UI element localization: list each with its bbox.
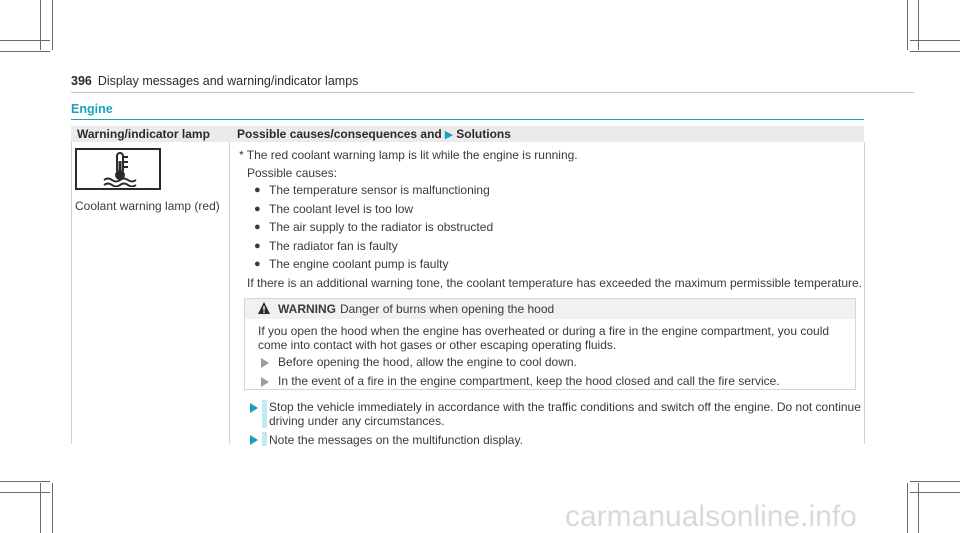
cause-item: The coolant level is too low xyxy=(269,202,414,216)
watermark-text: carmanualsonline.info xyxy=(565,500,857,533)
cause-item: The temperature sensor is malfunctioning xyxy=(269,183,490,197)
warning-title xyxy=(278,302,554,316)
step-arrow-icon xyxy=(261,358,269,368)
crop-mark xyxy=(52,0,53,50)
page-header-title: Display messages and warning/indicator lamps xyxy=(97,74,359,88)
crop-mark xyxy=(910,40,960,41)
column-divider xyxy=(71,142,72,444)
crop-mark xyxy=(910,51,960,52)
crop-mark xyxy=(907,0,908,50)
step-arrow-icon xyxy=(261,377,269,387)
crop-mark xyxy=(0,51,50,52)
warning-text-line: come into contact with hot gases or other escaping operating fluids. xyxy=(258,338,617,352)
warning-text-line: If you open the hood when the engine has overheated or during a fire in the engine compartment, you could xyxy=(258,324,830,338)
solution-highlight xyxy=(262,400,267,428)
column-divider xyxy=(864,142,865,444)
column-header-causes-prefix: Possible causes/consequences and xyxy=(237,127,442,141)
crop-mark xyxy=(52,483,53,533)
cause-item: The air supply to the radiator is obstructed xyxy=(269,220,494,234)
solution-line: driving under any circumstances. xyxy=(269,414,445,428)
header-divider xyxy=(71,92,914,93)
crop-mark xyxy=(0,40,50,41)
possible-causes-label: Possible causes: xyxy=(247,166,338,180)
warning-title-text: Danger of burns when opening the hood xyxy=(340,302,555,316)
crop-mark xyxy=(40,483,41,533)
column-header-lamp: Warning/indicator lamp xyxy=(77,127,210,141)
bullet-icon: ● xyxy=(254,221,261,233)
play-arrow-icon: ▶ xyxy=(444,129,454,141)
crop-mark xyxy=(0,481,50,482)
crop-mark xyxy=(40,0,41,50)
crop-mark xyxy=(918,0,919,50)
column-divider xyxy=(229,142,230,444)
cause-item: The engine coolant pump is faulty xyxy=(269,257,449,271)
cause-intro: * The red coolant warning lamp is lit while the engine is running. xyxy=(239,148,578,162)
warning-triangle-icon xyxy=(257,301,271,315)
bullet-icon: ● xyxy=(254,240,261,252)
warning-step: In the event of a fire in the engine compartment, keep the hood closed and call the fire service. xyxy=(278,374,780,388)
coolant-temperature-icon xyxy=(102,151,138,187)
bullet-icon: ● xyxy=(254,184,261,196)
solution-highlight xyxy=(262,432,267,446)
column-header-causes xyxy=(237,127,511,141)
section-title: Engine xyxy=(71,102,113,116)
page-header xyxy=(71,74,358,88)
warning-box xyxy=(244,298,856,390)
coolant-warning-lamp xyxy=(75,148,161,190)
section-divider xyxy=(71,119,864,120)
solution-line: Stop the vehicle immediately in accordance with the traffic conditions and switch off the engine. Do not continue xyxy=(269,400,861,414)
solution-line: Note the messages on the multifunction display. xyxy=(269,433,523,447)
crop-mark xyxy=(910,492,960,493)
bullet-icon: ● xyxy=(254,203,261,215)
crop-mark xyxy=(910,481,960,482)
solution-arrow-icon xyxy=(250,403,258,413)
bullet-icon: ● xyxy=(254,258,261,270)
solution-arrow-icon xyxy=(250,435,258,445)
page-number: 396 xyxy=(71,74,92,88)
lamp-label: Coolant warning lamp (red) xyxy=(75,199,220,213)
watermark-logo xyxy=(565,500,955,533)
crop-mark xyxy=(0,492,50,493)
column-header-causes-suffix: Solutions xyxy=(456,127,511,141)
cause-item: The radiator fan is faulty xyxy=(269,239,398,253)
consequence-text: If there is an additional warning tone, the coolant temperature has exceeded the maximum permissible temperature. xyxy=(247,276,862,290)
warning-step: Before opening the hood, allow the engine to cool down. xyxy=(278,355,577,369)
warning-label: WARNING xyxy=(278,302,336,316)
